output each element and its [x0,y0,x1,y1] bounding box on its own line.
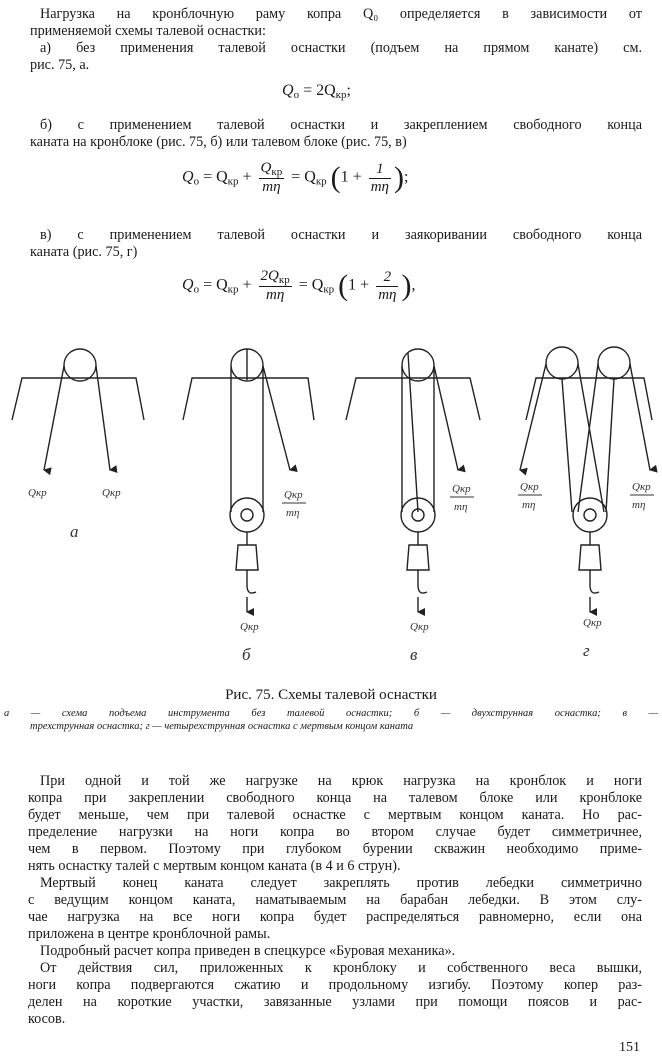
item-a [30,40,642,74]
scheme-v [346,349,480,612]
page-number: 151 [619,1040,640,1055]
label-qkr-v-hook: Qкр [410,621,429,633]
formula-2-fraction: $\frac{Q_{кр}}{m\eta}$ [260,160,283,195]
body-paragraph-3: Подробный расчет копра приведен в спецкурсе «Буровая механика». [40,943,456,959]
formula-2: $Q_о = Q_{кр}$ + $\frac{Q_{кр}}{m\eta}$ = $Q_{кр}$ (1 + $\frac{1}{m\eta}$ ); [182,160,409,195]
label-frac-g-left-num: Qкр [520,481,539,493]
scheme-a [12,349,144,470]
label-frac-g-left-den: mη [522,499,536,511]
figure-caption-text [4,708,658,733]
label-letter-v: в [410,645,418,664]
intro-line-1: Нагрузка на кронблочную раму копра Q₀ определяется в зависимости от [40,6,642,22]
figure-caption-title: Рис. 75. Схемы талевой оснастки [225,687,437,703]
formula-3-fraction: $\frac{2Q_{кр}}{m\eta}$ [260,268,290,303]
item-c [30,227,642,261]
caption-line-2: трехструнная оснастка; г — четырехструнная оснастка с мертвым концом каната [30,720,414,732]
intro-paragraph [30,6,642,40]
formula-3: $Q_о = Q_{кр}$ + $\frac{2Q_{кр}}{m\eta}$ = $Q_{кр}$ (1 + $\frac{2}{m\eta}$ ), [182,268,416,303]
item-b-line-2: каната на кронблоке (рис. 75, б) или талевом блоке (рис. 75, в) [30,134,407,150]
label-letter-a: а [70,522,79,541]
figure-75-rigging-schemes [0,340,662,685]
item-c-line-1: в) с применением талевой оснастки и заякоривании свободного конца [40,227,642,243]
formula-1: $Q_о = 2Q_{кр}$; [282,82,351,101]
formula-2-inner-fraction: $\frac{1}{m\eta}$ [370,160,389,195]
label-frac-v-num: Qкр [452,483,471,495]
scheme-b [183,349,314,612]
label-letter-b: б [242,645,251,664]
label-frac-b-num: Qкр [284,489,303,501]
label-frac-b-den: mη [286,507,300,519]
body-paragraph-4: От действия сил, приложенных к кронблоку и собственного веса вышки, ноги копра подвергаются сжатию и продольному изгибу. Поэтому копер раз- делен на короткие участки, завязанные узлами при помощи поясов и рас- косов. [28,960,642,1027]
label-frac-g-right-num: Qкр [632,481,651,493]
body-paragraph-1: При одной и той же нагрузке на крюк нагрузка на кронблок и ноги копра при закреплении свободного конца на талевом блоке или кронблоке будет меньше, чем при талевой оснастке с мертвым концом каната. Но рас- пределение нагрузки на ноги копра во втором случае будет симметричнее, чем в первом. Поэтому при глубоком бурении скважин необходимо приме- нять оснастку талей с мертвым концом каната (в 4 и 6 струн). [28,773,642,874]
formula-3-inner-fraction: $\frac{2}{m\eta}$ [378,268,397,303]
item-a-line-1: а) без применения талевой оснастки (подъем на прямом канате) см. [40,40,642,56]
item-b-line-1: б) с применением талевой оснастки и закреплением свободного конца [40,117,642,133]
scheme-g [520,347,652,612]
intro-line-2: применяемой схемы талевой оснастки: [30,23,266,39]
body-paragraph-2: Мертвый конец каната следует закреплять против лебедки симметрично с ведущим концом каната, наматываемым на барабан лебедки. В этом слу- чае нагрузка на все ноги копра будет распределяться равномерно, если она приложена в центре кронблочной рамы. [28,875,642,942]
label-qkr-a-left: Qкр [28,487,47,499]
label-frac-g-right-den: mη [632,499,646,511]
label-qkr-a-right: Qкр [102,487,121,499]
item-c-line-2: каната (рис. 75, г) [30,244,138,260]
label-qkr-b-hook: Qкр [240,621,259,633]
item-a-line-2: рис. 75, а. [30,57,90,73]
label-letter-g: г [583,641,590,660]
label-frac-v-den: mη [454,501,468,513]
label-qkr-g-hook: Qкр [583,617,602,629]
item-b [30,117,642,151]
caption-line-1: а — схема подъема инструмента без талевой оснастки; б — двухструнная оснастка; в — [4,708,658,719]
